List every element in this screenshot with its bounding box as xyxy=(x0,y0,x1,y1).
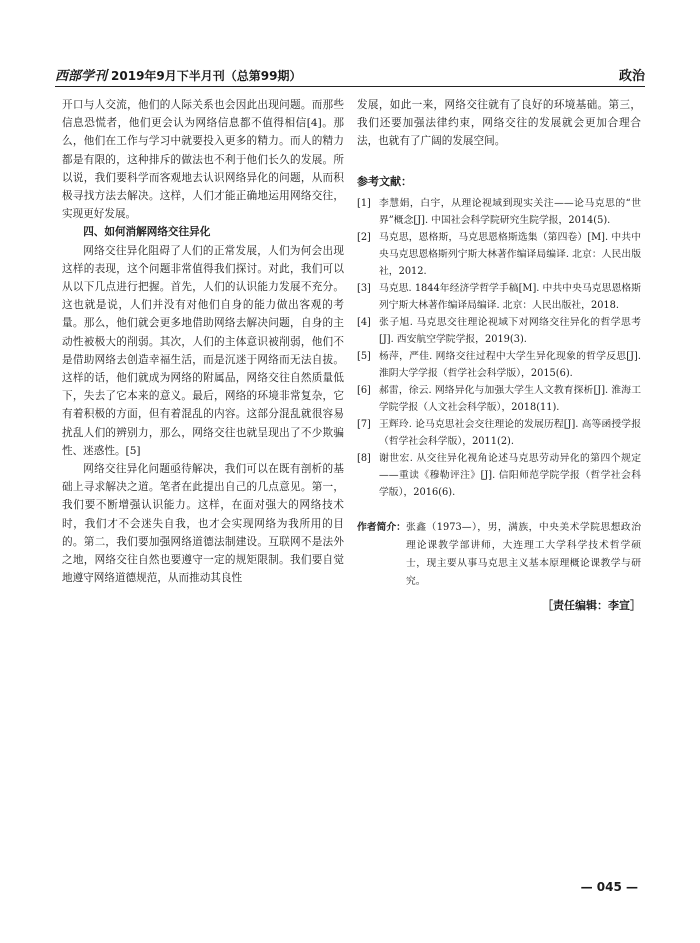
reference-number: [7] xyxy=(357,418,371,430)
reference-number: [6] xyxy=(357,384,371,396)
reference-number: [4] xyxy=(357,316,371,328)
issue-info: 2019年9月下半月刊（总第99期） xyxy=(111,69,302,83)
body-paragraph: 开口与人交流，他们的人际关系也会因此出现问题。而那些信息恐慌者，他们更会认为网络信息都不值得相信[4]。那么，他们在工作与学习中就要投入更多的精力。而人的精力都是有限的，这种排斥的做法也不利于他们长久的发展。所以说，我们要科学而客观地去认识网络异化的问题，从而积极寻找方法去解决。这样，人们才能正确地运用网络交往，实现更好发展。 xyxy=(62,99,344,221)
author-label: 作者简介： xyxy=(357,521,406,533)
reference-item xyxy=(357,280,641,314)
reference-item xyxy=(357,195,641,229)
author-bio xyxy=(357,519,641,591)
author-text: 张鑫（1973—），男，满族，中央美术学院思想政治理论课教学部讲师，大连理工大学科学技术哲学硕士，现主要从事马克思主义基本原理概论课教学与研究。 xyxy=(405,521,641,587)
section-name: 政治 xyxy=(618,69,645,84)
reference-text: 王辉玲. 论马克思社会交往理论的发展历程[J]. 高等函授学报（哲学社会科学版），2011(2). xyxy=(379,418,641,447)
reference-text: 马克思. 1844年经济学哲学手稿[M]. 中共中央马克思恩格斯列宁斯大林著作编译局编译. 北京：人民出版社，2018. xyxy=(379,282,641,311)
reference-text: 杨萍，严佳. 网络交往过程中大学生异化现象的哲学反思[J]. 淮阴大学学报（哲学社会科学版），2015(6). xyxy=(379,350,641,379)
reference-number: [1] xyxy=(357,197,371,209)
reference-item xyxy=(357,348,641,382)
running-header xyxy=(55,62,645,84)
header-left xyxy=(55,65,301,84)
reference-text: 李慧娟，白宇，从理论视域到现实关注——论马克思的“世界”概念[J]. 中国社会科学院研究生院学报，2014(5). xyxy=(379,197,641,226)
left-column xyxy=(62,96,344,587)
reference-item xyxy=(357,382,641,416)
reference-text: 张子旭. 马克思交往理论视域下对网络交往异化的哲学思考[J]. 西安航空学院学报，2019(3). xyxy=(379,316,641,345)
reference-item xyxy=(357,229,641,280)
reference-item xyxy=(357,450,641,501)
reference-list xyxy=(357,195,641,501)
reference-number: [5] xyxy=(357,350,371,362)
reference-item xyxy=(357,314,641,348)
body-paragraph: 网络交往异化问题亟待解决，我们可以在既有剖析的基础上寻求解决之道。笔者在此提出自己的几点意见。第一，我们要不断增强认识能力。这样，在面对强大的网络技术时，我们才不会迷失自我，也才会实现网络为我所用的目的。第二，我们要加强网络道德法制建设。互联网不是法外之地，网络交往自然也要遵守一定的规矩限制。我们要自觉地遵守网络道德规范，从而推动其良性 xyxy=(62,463,344,585)
journal-name: 西部学刊 xyxy=(55,69,108,84)
reference-text: 郝雷，徐云. 网络异化与加强大学生人文教育探析[J]. 淮海工学院学报（人文社会科学版），2018(11). xyxy=(379,384,641,413)
reference-number: [2] xyxy=(357,231,371,243)
header-rule xyxy=(55,86,645,87)
references-title: 参考文献： xyxy=(357,174,412,188)
right-column xyxy=(357,96,641,615)
reference-text: 马克思，恩格斯，马克思恩格斯选集（第四卷）[M]. 中共中央马克思恩格斯列宁斯大林著作编译局编译. 北京：人民出版社，2012. xyxy=(379,231,641,277)
body-paragraph: 发展，如此一来，网络交往就有了良好的环境基础。第三，我们还要加强法律约束，网络交往的发展就会更加合理合法，也就有了广阔的发展空间。 xyxy=(357,99,641,148)
reference-number: [3] xyxy=(357,282,371,294)
reference-item xyxy=(357,416,641,450)
reference-number: [8] xyxy=(357,452,371,464)
editor-credit: ［责任编辑：李宣］ xyxy=(542,598,641,612)
section-heading: 四、如何消解网络交往异化 xyxy=(83,226,211,239)
body-paragraph: 网络交往异化阻碍了人们的正常发展，人们为何会出现这样的表现，这个问题非常值得我们探讨。对此，我们可以从以下几点进行把握。首先，人们的认识能力发展不充分。这也就是说，人们并没有对他们自身的能力做出客观的考量。那么，他们就会更多地借助网络去解决问题，自身的主动性被极大的削弱。其次，人们的主体意识被削弱，他们不是借助网络去创造幸福生活，而是沉迷于网络而无法自拔。这样的话，他们就成为网络的附属品，网络交往自然质量低下，失去了它本来的意义。最后，网络的环境非常复杂，它有着积极的方面，但有着混乱的内容。这部分混乱就很容易扰乱人们的辨别力，那么，网络交往也就呈现出了不少欺骗性、迷惑性。[5] xyxy=(62,244,344,457)
reference-text: 谢世宏. 从交往异化视角论述马克思劳动异化的第四个规定——重读《穆勒评注》[J]. 信阳师范学院学报（哲学社会科学版），2016(6). xyxy=(379,452,641,498)
page-number: — 045 — xyxy=(580,880,638,894)
